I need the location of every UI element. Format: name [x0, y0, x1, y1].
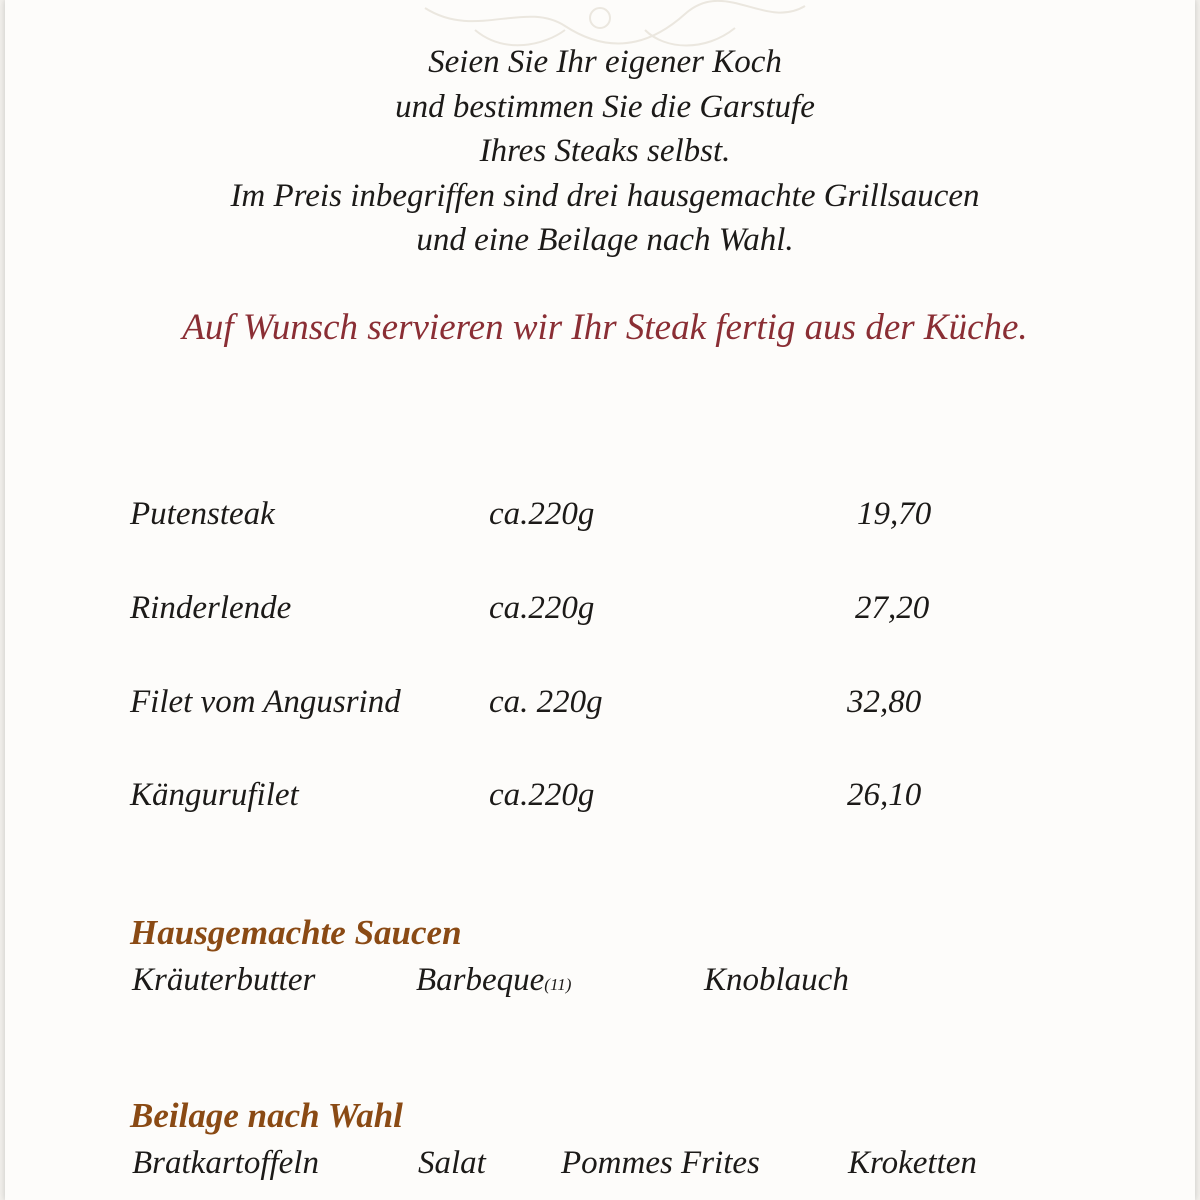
steak-row [5, 590, 1195, 640]
steak-weight: ca.220g [489, 590, 595, 626]
steak-name: Filet vom Angusrind [130, 684, 401, 720]
steak-row [5, 496, 1195, 546]
steak-price: 27,20 [855, 590, 930, 626]
sauce-item [416, 962, 571, 999]
intro-text [5, 40, 1195, 263]
steak-price: 32,80 [847, 684, 922, 720]
side-item: Pommes Frites [561, 1145, 760, 1181]
sauce-item: Knoblauch [704, 962, 849, 998]
sauce-item-label: Barbeque [416, 962, 545, 998]
sauce-item: Kräuterbutter [132, 962, 316, 998]
intro-line: und eine Beilage nach Wahl. [416, 222, 794, 258]
saucen-title: Hausgemachte Saucen [130, 913, 462, 952]
steak-price: 26,10 [847, 777, 922, 813]
intro-line: Seien Sie Ihr eigener Koch [428, 44, 782, 80]
side-item: Kroketten [848, 1145, 977, 1181]
steak-row [5, 684, 1195, 734]
additive-note: (11) [544, 975, 572, 994]
kitchen-notice: Auf Wunsch servieren wir Ihr Steak fertig aus der Küche. [182, 307, 1028, 348]
steak-name: Kängurufilet [130, 777, 299, 813]
steak-weight: ca.220g [489, 496, 595, 532]
steak-row [5, 777, 1195, 827]
side-item: Salat [418, 1145, 486, 1181]
steak-name: Rinderlende [130, 590, 292, 626]
side-item: Bratkartoffeln [132, 1145, 319, 1181]
steak-weight: ca.220g [489, 777, 595, 813]
menu-page [5, 0, 1195, 1200]
beilage-title: Beilage nach Wahl [130, 1096, 403, 1135]
steak-name: Putensteak [130, 496, 275, 532]
intro-line: und bestimmen Sie die Garstufe [395, 88, 815, 125]
steak-weight: ca. 220g [489, 684, 603, 720]
steak-price: 19,70 [857, 496, 932, 532]
intro-line: Ihres Steaks selbst. [479, 133, 731, 169]
intro-line: Im Preis inbegriffen sind drei hausgemachte Grillsaucen [230, 177, 980, 214]
